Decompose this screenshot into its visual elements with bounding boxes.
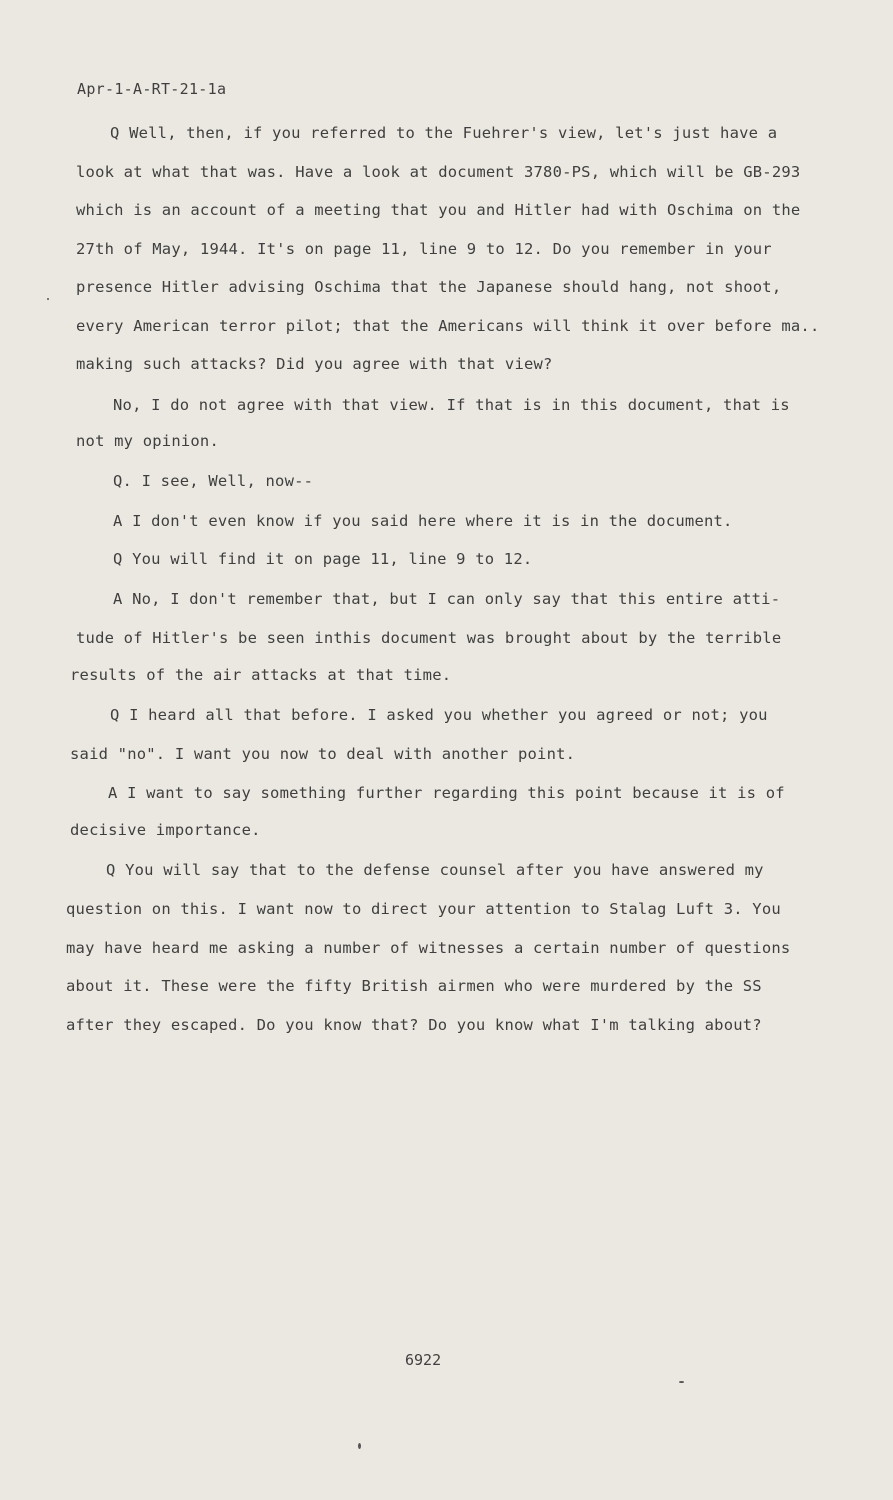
text-line: Q. I see, Well, now-- [113, 472, 314, 490]
text-line: Q You will say that to the defense counsel after you have answered my [106, 861, 764, 879]
text-line: about it. These were the fifty British airmen who were murdered by the SS [66, 977, 762, 995]
text-line: 27th of May, 1944. It's on page 11, line 9 to 12. Do you remember in your [76, 240, 772, 258]
text-line: every American terror pilot; that the Americans will think it over before ma.. [76, 317, 820, 335]
text-line: Q Well, then, if you referred to the Fuehrer's view, let's just have a [110, 124, 778, 142]
text-line: decisive importance. [70, 821, 261, 839]
text-line: Q You will find it on page 11, line 9 to 12. [113, 550, 533, 568]
text-line: No, I do not agree with that view. If that is in this document, that is [113, 396, 790, 414]
text-line: Q I heard all that before. I asked you whether you agreed or not; you [110, 706, 768, 724]
ink-speck [679, 1381, 684, 1383]
text-line: results of the air attacks at that time. [70, 666, 452, 684]
ink-speck [358, 1443, 361, 1449]
text-line: A No, I don't remember that, but I can only say that this entire atti- [113, 590, 781, 608]
text-line: tude of Hitler's be seen inthis document was brought about by the terrible [76, 629, 782, 647]
text-line: said "no". I want you now to deal with another point. [70, 745, 576, 763]
text-line: presence Hitler advising Oschima that the Japanese should hang, not shoot, [76, 278, 782, 296]
text-line: which is an account of a meeting that you and Hitler had with Oschima on the [76, 201, 801, 219]
text-line: A I don't even know if you said here where it is in the document. [113, 512, 733, 530]
text-line: look at what that was. Have a look at document 3780-PS, which will be GB-293 [76, 163, 801, 181]
document-id: Apr-1-A-RT-21-1a [77, 80, 227, 98]
text-line: question on this. I want now to direct your attention to Stalag Luft 3. You [66, 900, 781, 918]
text-line: not my opinion. [76, 432, 219, 450]
page-number: 6922 [405, 1351, 442, 1369]
ink-speck [47, 298, 49, 300]
text-line: A I want to say something further regarding this point because it is of [108, 784, 785, 802]
text-line: may have heard me asking a number of witnesses a certain number of questions [66, 939, 791, 957]
text-line: after they escaped. Do you know that? Do you know what I'm talking about? [66, 1016, 762, 1034]
text-line: making such attacks? Did you agree with that view? [76, 355, 553, 373]
